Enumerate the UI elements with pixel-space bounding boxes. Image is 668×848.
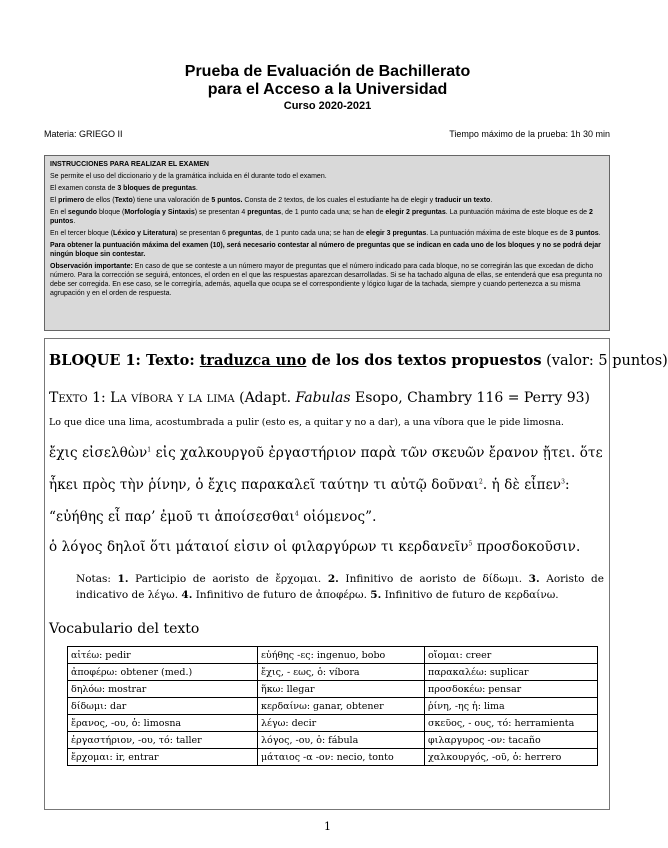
- bloque1-box: [44, 338, 668, 810]
- instructions-heading: INSTRUCCIONES PARA REALIZAR EL EXAMEN: [50, 161, 209, 168]
- course-label: Curso 2020-2021: [283, 100, 372, 112]
- table-row: δηλόω: mostrar ἥκω: llegar προσδοκέω: pensar: [68, 681, 598, 698]
- instructions-p7: Observación importante: En caso de que se conteste a un número mayor de preguntas que el número indicado para cada bloque, no se corregirán las que excedan de dicho número. Para la corrección se seguirá, entonces, el orden en el que las respuestas aparezcan desarrolladas. Si se ha tachado alguna de ellas, se entenderá que esa pregunta no debe ser corregida. En ese caso, se le corregiría, además, aquella que ocupa se el correspondiente y lógico lugar de la tachada, siempre y cuando pertenezca a su misma agrupación y en el orden de respuesta.: [50, 263, 603, 297]
- table-row: ἔρανος, -ου, ὁ: limosna λέγω: decir σκεῦος, - ους, τό: herramienta: [68, 715, 598, 732]
- greek-line-2: ἧκει πρὸς τὴν ῥίνην, ὁ ἔχις παρακαλεῖ ταύτην τι αὐτῷ δοῦναι$^2$. ἡ δὲ εἶπεν$^3$:: [49, 477, 570, 493]
- vocab-table: [67, 646, 598, 766]
- table-row: αἰτέω: pedir εὐήθης -ες: ingenuo, bobo οἴομαι: creer: [68, 647, 598, 664]
- notes: Notas: 1. Participio de aoristo de ἔρχομαι. 2. Infinitivo de aoristo de δίδωμι. 3. Aoristo de indicativo de λέγω. 4. Infinitivo de futuro de ἀποφέρω. 5. Infinitivo de futuro de κερδαίνω.: [76, 573, 604, 601]
- instructions-p4: En el segundo bloque (Morfología y Sintaxis) se presentan 4 preguntas, de 1 punto cada una; se han de elegir 2 preguntas. La puntuación máxima de este bloque es de 2 puntos.: [50, 209, 593, 225]
- instructions-box: [44, 155, 610, 331]
- table-row: δίδωμι: dar κερδαίνω: ganar, obtener ῥίνη, -ης ἡ: lima: [68, 698, 598, 715]
- bloque1-title: BLOQUE 1: Texto: traduzca uno de los dos textos propuestos (valor: 5 puntos): [49, 352, 668, 369]
- instructions-p3: El primero de ellos (Texto) tiene una valoración de 5 puntos. Consta de 2 textos, de los cuales el estudiante ha de elegir y traducir un texto.: [50, 197, 493, 204]
- table-row: ἔρχομαι: ir, entrar μάταιος -α -ον: necio, tonto χαλκουργός, -οῦ, ὁ: herrero: [68, 749, 598, 766]
- exam-title-line2: para el Acceso a la Universidad: [207, 81, 448, 98]
- exam-title-line1: Prueba de Evaluación de Bachillerato: [184, 63, 471, 80]
- subject-label: Materia: GRIEGO II: [44, 129, 123, 139]
- greek-line-3: “εὐήθης εἶ παρ’ ἐμοῦ τι ἀποίσεσθαι$^4$ οἰόμενος”.: [49, 509, 377, 525]
- vocab-title: Vocabulario del texto: [49, 621, 200, 637]
- table-row: ἀποφέρω: obtener (med.) ἔχις, - εως, ὁ: víbora παρακαλέω: suplicar: [68, 664, 598, 681]
- instructions-p2: El examen consta de 3 bloques de preguntas.: [50, 185, 198, 192]
- instructions-p5: En el tercer bloque (Léxico y Literatura) se presentan 6 preguntas, de 1 punto cada una; se han de elegir 3 preguntas. La puntuación máxima de este bloque es de 3 puntos.: [50, 230, 601, 237]
- texto1-intro: Lo que dice una lima, acostumbrada a pulir (esto es, a quitar y no a dar), a una víbora que le pide limosna.: [49, 417, 564, 428]
- greek-line-4: ὁ λόγος δηλοῖ ὅτι μάταιοί εἰσιν οἱ φιλαργύρων τι κερδανεῖν$^5$ προσδοκοῦσιν.: [49, 539, 581, 555]
- page-number: 1: [324, 820, 331, 833]
- greek-line-1: ἔχις εἰσελθὼν$^1$ εἰς χαλκουργοῦ ἐργαστήριον παρὰ τῶν σκευῶν ἔρανον ᾔτει. ὅτε: [49, 445, 603, 461]
- table-row: ἐργαστήριον, -ου, τό: taller λόγος, -ου, ὁ: fábula φιλαργυρος -ον: tacaño: [68, 732, 598, 749]
- instructions-p6: Para obtener la puntuación máxima del examen (10), será necesario contestar al número de preguntas que se indican en cada uno de los bloques y no se podrá dejar ningún bloque sin contestar.: [50, 242, 601, 258]
- exam-meta: [44, 129, 610, 139]
- instructions-p1: Se permite el uso del diccionario y de la gramática incluida en él durante todo el examen.: [50, 173, 327, 180]
- exam-header: [0, 63, 655, 112]
- texto1-title: Texto 1: La víbora y la lima (Adapt. Fabulas Esopo, Chambry 116 = Perry 93): [49, 390, 590, 406]
- time-label: Tiempo máximo de la prueba: 1h 30 min: [449, 129, 610, 139]
